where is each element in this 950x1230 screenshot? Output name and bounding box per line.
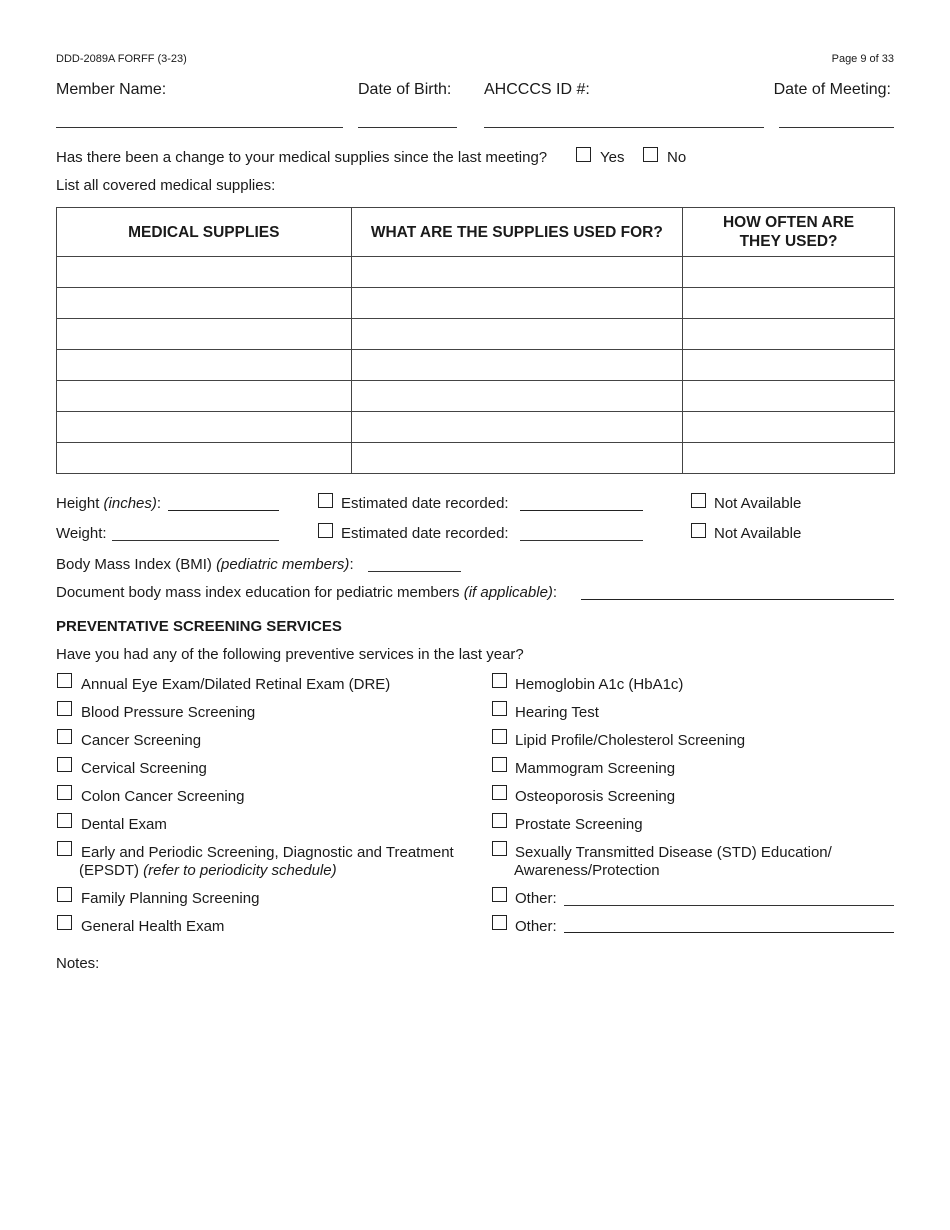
height-estimated-checkbox[interactable] [318,493,333,508]
no-label: No [667,149,687,166]
supplies-change-no-checkbox[interactable] [643,147,658,162]
weight-estimated-checkbox[interactable] [318,523,333,538]
page-number: Page 9 of 33 [831,53,894,65]
dental-exam-checkbox[interactable] [57,813,72,828]
weight-not-available-checkbox[interactable] [691,523,706,538]
hba1c-checkbox[interactable] [492,673,507,688]
mammogram-label: Mammogram Screening [515,760,676,777]
bmi-education-colon: : [552,584,558,601]
height-estimated-date-field[interactable] [520,510,643,511]
eye-exam-label: Annual Eye Exam/Dilated Retinal Exam (DRE) [81,676,391,693]
ahcccs-id-field[interactable] [484,127,764,128]
table-cell[interactable] [57,257,352,288]
yes-label: Yes [600,149,625,166]
family-planning-checkbox[interactable] [57,887,72,902]
column-header-supplies-use: WHAT ARE THE SUPPLIES USED FOR? [351,208,683,257]
weight-field[interactable] [112,540,279,541]
table-cell[interactable] [351,288,683,319]
prostate-checkbox[interactable] [492,813,507,828]
other-1-label: Other: [515,890,557,907]
bmi-education-text: Document body mass index education for pediatric members [56,584,460,601]
bmi-education-field[interactable] [581,599,894,600]
height-label-text: Height [56,495,100,512]
epsdt-checkbox[interactable] [57,841,72,856]
table-cell[interactable] [57,288,352,319]
height-estimated-label: Estimated date recorded: [341,495,509,512]
osteoporosis-checkbox[interactable] [492,785,507,800]
height-label [56,495,161,512]
supplies-list-label: List all covered medical supplies: [56,177,276,194]
epsdt-label-line2 [79,862,337,879]
table-cell[interactable] [57,443,352,474]
weight-not-available-label: Not Available [714,525,802,542]
cancer-screening-checkbox[interactable] [57,729,72,744]
colon-cancer-checkbox[interactable] [57,785,72,800]
table-row [57,443,895,474]
notes-label: Notes: [56,955,100,972]
table-cell[interactable] [57,381,352,412]
table-row [57,288,895,319]
epsdt-abbrev: (EPSDT) [79,862,139,879]
table-cell[interactable] [57,319,352,350]
column-header-frequency-text: HOW OFTEN ARE THEY USED? [722,214,855,250]
screening-heading: PREVENTATIVE SCREENING SERVICES [56,618,342,635]
table-cell[interactable] [351,443,683,474]
table-row [57,381,895,412]
general-health-label: General Health Exam [81,918,225,935]
other-2-label: Other: [515,918,557,935]
hba1c-label: Hemoglobin A1c (HbA1c) [515,676,684,693]
eye-exam-checkbox[interactable] [57,673,72,688]
table-row [57,412,895,443]
height-not-available-checkbox[interactable] [691,493,706,508]
lipid-profile-checkbox[interactable] [492,729,507,744]
form-id: DDD-2089A FORFF (3-23) [56,53,187,65]
supplies-change-question: Has there been a change to your medical supplies since the last meeting? [56,149,548,166]
hearing-test-checkbox[interactable] [492,701,507,716]
blood-pressure-checkbox[interactable] [57,701,72,716]
other-1-checkbox[interactable] [492,887,507,902]
mammogram-checkbox[interactable] [492,757,507,772]
lipid-profile-label: Lipid Profile/Cholesterol Screening [515,732,746,749]
cervical-screening-label: Cervical Screening [81,760,207,777]
std-education-label: Sexually Transmitted Disease (STD) Education/ [515,844,832,861]
ahcccs-id-label: AHCCCS ID #: [484,81,590,98]
bmi-colon: : [349,556,354,573]
table-cell[interactable] [351,412,683,443]
table-cell[interactable] [57,350,352,381]
column-header-frequency [683,208,895,257]
height-unit: (inches) [103,495,157,512]
table-row [57,257,895,288]
table-cell[interactable] [683,319,895,350]
prostate-label: Prostate Screening [515,816,643,833]
dob-field[interactable] [358,127,457,128]
dental-exam-label: Dental Exam [81,816,167,833]
bmi-label [56,556,354,573]
table-cell[interactable] [683,381,895,412]
weight-label: Weight: [56,525,107,542]
general-health-checkbox[interactable] [57,915,72,930]
std-education-checkbox[interactable] [492,841,507,856]
weight-estimated-label: Estimated date recorded: [341,525,509,542]
epsdt-qualifier: (refer to periodicity schedule) [143,862,337,879]
table-row [57,350,895,381]
member-name-label: Member Name: [56,81,167,98]
other-2-field[interactable] [564,932,894,933]
colon-cancer-label: Colon Cancer Screening [81,788,245,805]
other-1-field[interactable] [564,905,894,906]
cancer-screening-label: Cancer Screening [81,732,202,749]
supplies-change-yes-checkbox[interactable] [576,147,591,162]
table-row [57,319,895,350]
table-cell[interactable] [351,381,683,412]
bmi-field[interactable] [368,571,461,572]
cervical-screening-checkbox[interactable] [57,757,72,772]
bmi-education-label [56,584,557,601]
table-cell[interactable] [683,350,895,381]
osteoporosis-label: Osteoporosis Screening [515,788,676,805]
table-cell[interactable] [351,257,683,288]
bmi-qualifier: (pediatric members) [216,556,350,573]
other-2-checkbox[interactable] [492,915,507,930]
std-education-label-line2: Awareness/Protection [514,862,660,879]
table-cell[interactable] [683,257,895,288]
table-cell[interactable] [683,288,895,319]
height-not-available-label: Not Available [714,495,802,512]
bmi-label-text: Body Mass Index (BMI) [56,556,212,573]
meeting-date-field[interactable] [779,127,894,128]
table-cell[interactable] [351,350,683,381]
epsdt-label: Early and Periodic Screening, Diagnostic and Treatment [81,844,454,861]
bmi-education-qualifier: (if applicable) [463,584,553,601]
medical-supplies-table [56,207,895,474]
height-field[interactable] [168,510,279,511]
dob-label: Date of Birth: [358,81,452,98]
family-planning-label: Family Planning Screening [81,890,260,907]
table-cell[interactable] [57,412,352,443]
screening-question: Have you had any of the following preventive services in the last year? [56,646,524,663]
member-name-field[interactable] [56,127,343,128]
column-header-medical-supplies: MEDICAL SUPPLIES [57,208,352,257]
table-cell[interactable] [683,443,895,474]
hearing-test-label: Hearing Test [515,704,599,721]
table-cell[interactable] [683,412,895,443]
weight-estimated-date-field[interactable] [520,540,643,541]
height-colon: : [156,495,162,512]
meeting-date-label: Date of Meeting: [773,81,891,98]
blood-pressure-label: Blood Pressure Screening [81,704,256,721]
table-cell[interactable] [351,319,683,350]
